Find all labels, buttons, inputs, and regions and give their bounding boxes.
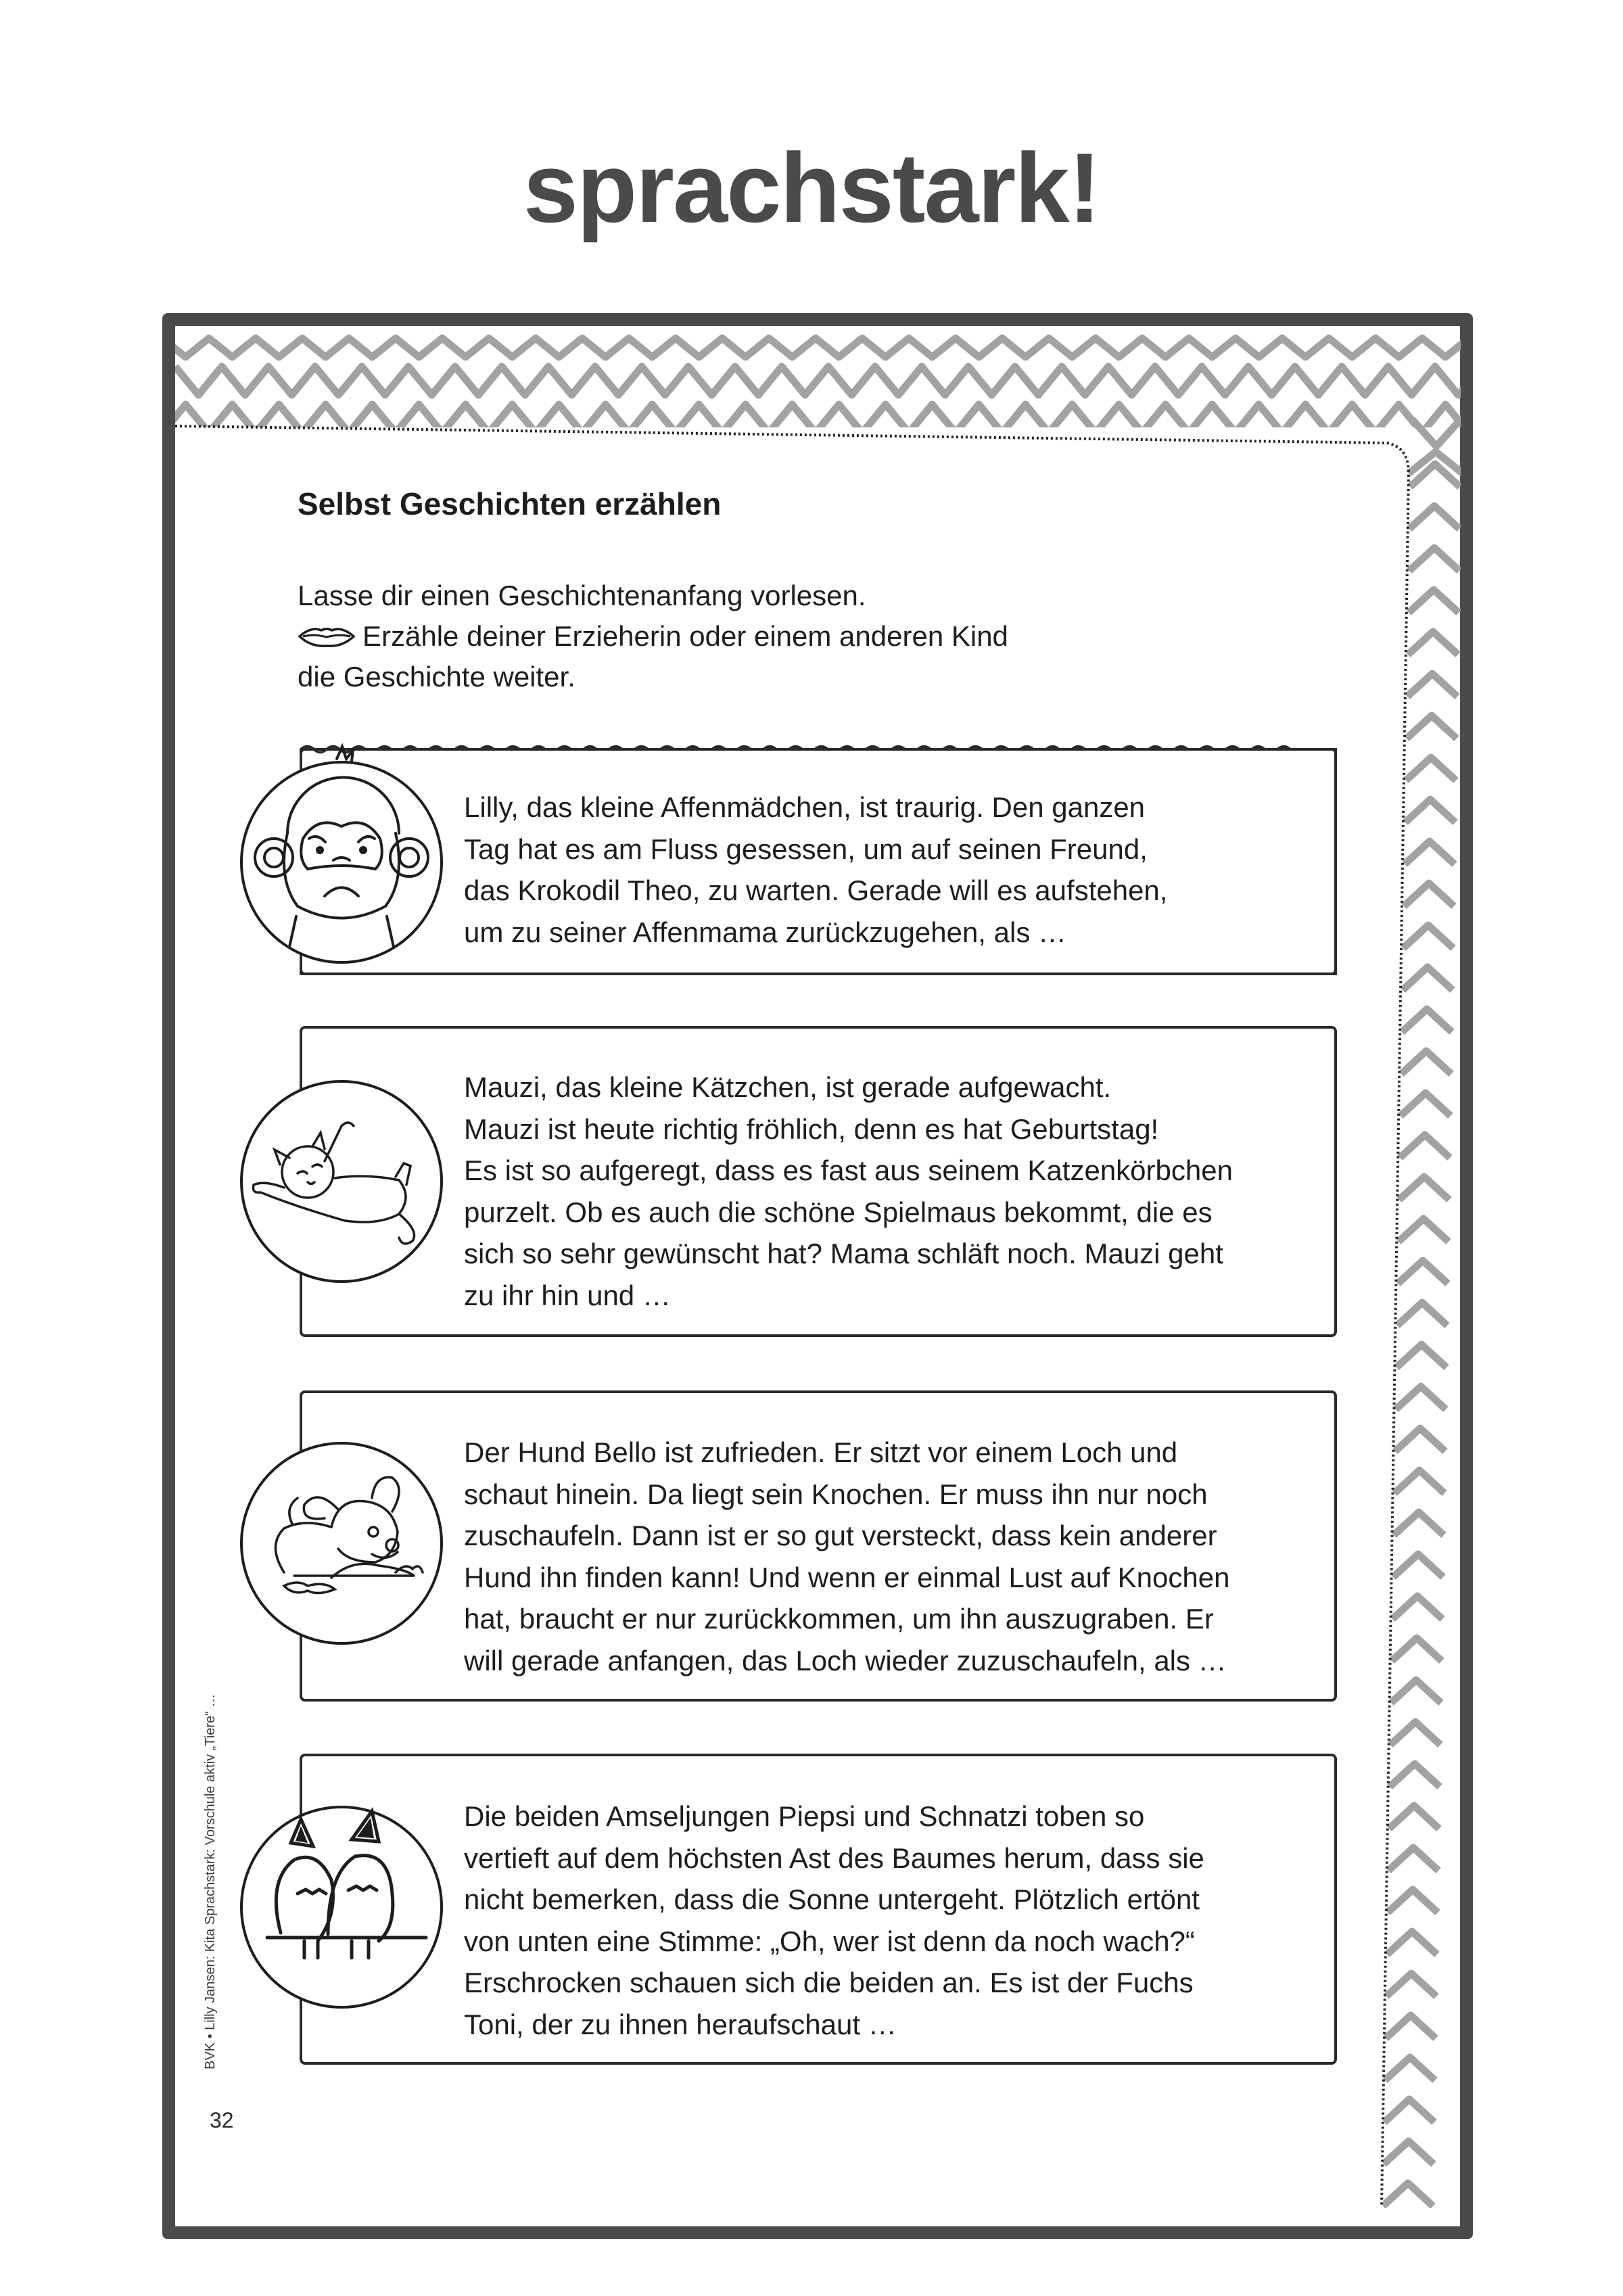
story-line: das Krokodil Theo, zu warten. Gerade will es aufstehen, bbox=[464, 874, 1168, 906]
story-line: Hund ihn finden kann! Und wenn er einmal Lust auf Knochen bbox=[464, 1561, 1230, 1593]
story-line: Erschrocken schauen sich die beiden an. Es ist der Fuchs bbox=[464, 1967, 1194, 1998]
story-line: sich so sehr gewünscht hat? Mama schläft noch. Mauzi geht bbox=[464, 1238, 1223, 1269]
story-line: Mauzi, das kleine Kätzchen, ist gerade aufgewacht. bbox=[464, 1071, 1112, 1103]
instruction-line-3: die Geschichte weiter. bbox=[298, 661, 575, 693]
story-line: nicht bemerken, dass die Sonne untergeht. Plötzlich ertönt bbox=[464, 1883, 1200, 1915]
story-text-birds bbox=[464, 1796, 1204, 2045]
monkey-circle bbox=[241, 762, 442, 962]
story-text-monkey bbox=[464, 787, 1167, 953]
lips-icon bbox=[298, 624, 356, 653]
story-line: Lilly, das kleine Affenmädchen, ist traurig. Den ganzen bbox=[464, 791, 1146, 823]
page-number: 32 bbox=[210, 2108, 234, 2132]
story-line: purzelt. Ob es auch die schöne Spielmaus bekommt, die es bbox=[464, 1196, 1213, 1228]
story-line: hat, braucht er nur zurückkommen, um ihn auszugraben. Er bbox=[464, 1603, 1214, 1635]
story-line: Tag hat es am Fluss gesessen, um auf seinen Freund, bbox=[464, 833, 1148, 865]
story-line: Der Hund Bello ist zufrieden. Er sitzt vor einem Loch und bbox=[464, 1436, 1178, 1468]
instruction-line-2 bbox=[298, 622, 1008, 653]
publisher-credit: BVK • Lilly Jansen: Kita Sprachstark: Vorschule aktiv „Tiere“ … bbox=[203, 1693, 218, 2069]
story-line: Mauzi ist heute richtig fröhlich, denn es hat Geburtstag! bbox=[464, 1112, 1159, 1145]
top-zigzag bbox=[162, 338, 1515, 433]
instruction-line-2-text: Erzähle deiner Erzieherin oder einem anderen Kind bbox=[362, 620, 1008, 652]
story-line: vertieft auf dem höchsten Ast des Baumes herum, dass sie bbox=[464, 1842, 1204, 1874]
story-line: um zu seiner Affenmama zurückzugehen, als … bbox=[464, 916, 1067, 948]
brand-title: sprachstark! bbox=[523, 133, 1100, 243]
story-text-cat bbox=[464, 1067, 1233, 1316]
story-line: will gerade anfangen, das Loch wieder zuzuschaufeln, als … bbox=[464, 1644, 1227, 1677]
story-line: Toni, der zu ihnen heraufschaut … bbox=[464, 2008, 897, 2040]
worksheet-heading: Selbst Geschichten erzählen bbox=[298, 486, 722, 521]
story-line: von unten eine Stimme: „Oh, wer ist denn da noch wach?“ bbox=[464, 1925, 1195, 1957]
right-zigzag bbox=[1409, 419, 1485, 473]
birds-circle bbox=[241, 1807, 442, 2007]
instruction-line-1: Lasse dir einen Geschichtenanfang vorlesen. bbox=[298, 580, 866, 611]
dog-circle bbox=[241, 1443, 442, 1643]
story-line: zu ihr hin und … bbox=[464, 1279, 671, 1311]
cat-circle bbox=[241, 1081, 442, 1282]
story-text-dog bbox=[464, 1432, 1229, 1681]
story-line: schaut hinein. Da liegt sein Knochen. Er muss ihn nur noch bbox=[464, 1478, 1208, 1510]
story-line: zuschaufeln. Dann ist er so gut versteckt, dass kein anderer bbox=[464, 1520, 1217, 1551]
story-line: Es ist so aufgeregt, dass es fast aus seinem Katzenkörbchen bbox=[464, 1154, 1233, 1186]
story-line: Die beiden Amseljungen Piepsi und Schnatzi toben so bbox=[464, 1800, 1145, 1832]
